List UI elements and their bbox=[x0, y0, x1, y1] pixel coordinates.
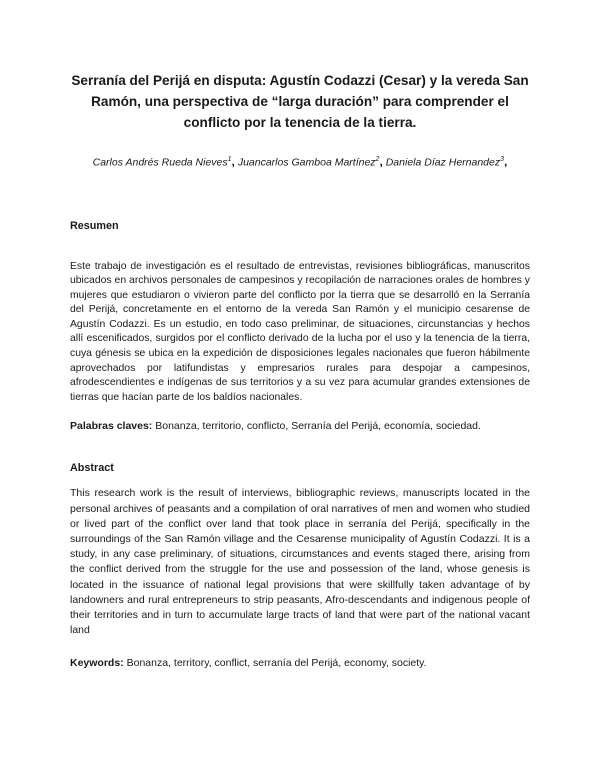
paper-title: Serranía del Perijá en disputa: Agustín Codazzi (Cesar) y la vereda San Ramón, una perspectiva de “larga duración” para comprender el conflicto por la tenencia de la tierra. bbox=[71, 73, 529, 130]
author-affiliation-mark: 1 bbox=[227, 156, 232, 163]
resumen-body: Este trabajo de investigación es el resultado de entrevistas, revisiones bibliográficas, manuscritos ubicados en archivos personales de campesinos y recopilación de narraciones orales de hombres y mujeres que estudiaron o vivieron parte del conflicto por la tierra que se desarrolló en la Serranía del Perijá, concretamente en el entorno de la vereda San Ramón y el municipio cesarense de Agustín Codazzi. Es un estudio, en todo caso preliminar, de situaciones, circunstancias y hechos allí escenificados, surgidos por el conflicto derivado de la lucha por el uso y la tenencia de la tierra, cuya génesis se ubica en la expedición de disposiciones legales nacionales que fueron hábilmente aprovechados por latifundistas y empresarios rurales para despojar a campesinos, afrodescendientes e indígenas de sus territorios y a su vez para acumular grandes extensiones de tierras que hacían parte de los baldíos nacionales. bbox=[70, 260, 530, 403]
author-separator: , bbox=[231, 154, 235, 169]
palabras-claves-label: Palabras claves: bbox=[70, 420, 153, 433]
author-name: Carlos Andrés Rueda Nieves bbox=[92, 156, 228, 169]
keywords bbox=[70, 656, 530, 671]
palabras-claves bbox=[70, 419, 530, 434]
abstract-body: This research work is the result of interviews, bibliographic reviews, manuscripts located in the personal archives of peasants and a compilation of oral narratives of men and women who studied or lived part of the conflict over land that took place in serranía del Perijá, specifically in the surroundings of the San Ramón village and the Cesarense municipality of Agustín Codazzi. It is a study, in any case preliminary, of situations, circumstances and events staged there, arising from the conflict derived from the struggle for the use and possession of the land, whose genesis is located in the issuance of national legal provisions that were skillfully taken advantage of by landowners and rural entrepreneurs to strip peasants, Afro-descendants and indigenous people of their territories and in turn to accumulate large tracts of land that were part of the national vacant land bbox=[70, 487, 530, 637]
keywords-label: Keywords: bbox=[70, 657, 124, 670]
author-separator: , bbox=[504, 154, 508, 169]
resumen-heading: Resumen bbox=[70, 219, 119, 232]
author-affiliation-mark: 2 bbox=[375, 156, 380, 163]
author-separator: , bbox=[379, 154, 383, 169]
author-name: Daniela Díaz Hernandez bbox=[385, 156, 501, 169]
abstract-heading: Abstract bbox=[70, 462, 114, 475]
author-list bbox=[70, 153, 530, 170]
author-affiliation-mark: 3 bbox=[500, 156, 505, 163]
author-name: Juancarlos Gamboa Martínez bbox=[237, 156, 376, 169]
keywords-text: Bonanza, territory, conflict, serranía del Perijá, economy, society. bbox=[126, 657, 427, 670]
palabras-claves-text: Bonanza, territorio, conflicto, Serranía del Perijá, economía, sociedad. bbox=[155, 420, 481, 433]
